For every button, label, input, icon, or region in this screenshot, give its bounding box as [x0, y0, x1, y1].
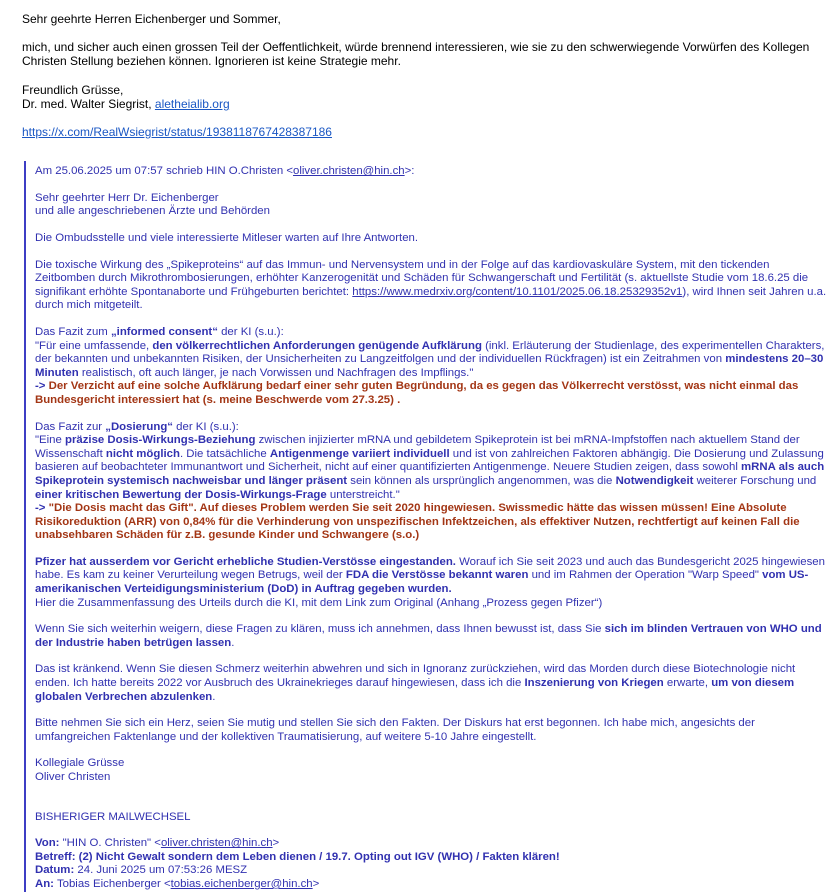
fazit-informed-consent-conclusion — [35, 380, 829, 407]
text-run: Am 25.06.2025 um 07:57 schrieb HIN O.Christen < — [35, 165, 294, 178]
paragraph-toxic — [35, 259, 829, 313]
text-run: (2) Nicht Gewalt sondern dem Leben dienen / 19.7. Opting out IGV (WHO) / Fakten klären! — [75, 850, 560, 863]
medrxiv-link[interactable]: https://www.medrxiv.org/content/10.1101/2025.06.18.25329352v1 — [352, 285, 683, 298]
text-run: mindestens 20–30 Minuten — [35, 353, 824, 379]
text-run: „Dosierung“ — [105, 420, 173, 433]
message-body — [0, 0, 839, 139]
text-run: Betreff: — [35, 850, 76, 863]
text-run: . — [212, 690, 216, 703]
text-run: Der Verzicht auf eine solche Aufklärung bedarf einer sehr guten Begründung, da es gegen das Völkerrecht verstösst, was nicht einmal das Bundesgericht interessiert hat (s. meine Beschwerde vom 27.3.25) . — [35, 380, 799, 406]
header-to — [35, 878, 829, 892]
text-run: "Für eine umfassende, — [35, 339, 153, 352]
message-paragraph: mich, und sicher auch einen grossen Teil der Oeffentlichkeit, würde brennend interessieren, wie sie zu den schwerwiegende Vorwürfen des Kollegen Christen Stellung beziehen können. Ignorieren ist keine Strategie mehr. — [22, 40, 810, 69]
text-run: mRNA als auch Spikeprotein systemisch nachweisbar und länger präsent — [35, 461, 825, 487]
from-email-link[interactable]: oliver.christen@hin.ch — [160, 837, 273, 850]
text-run: Notwendigkeit — [615, 474, 694, 487]
text-run: erwarte, — [663, 677, 712, 690]
paragraph-pfizer-summary: Hier die Zusammenfassung des Urteils durch die KI, mit dem Link zum Original (Anhang „Prozess gegen Pfizer“) — [35, 596, 603, 609]
text-run: um von diesem globalen Verbrechen abzulenken — [35, 677, 795, 703]
text-run: > — [312, 877, 320, 890]
paragraph-heart: Bitte nehmen Sie sich ein Herz, seien Sie mutig und stellen Sie sich den Fakten. Der Diskurs hat erst begonnen. Ich habe mich, angesichts der umfangreichen Faktenlange und der kollektiven Traumatisierung, auf weitere 5-10 Jahre eingestellt. — [35, 717, 755, 743]
fazit-informed-consent-quote — [35, 340, 829, 381]
quote-greeting-line2: und alle angeschriebenen Ärzte und Behörden — [35, 205, 270, 218]
text-run: realistisch, oft auch länger, je nach Vorwissen und Nachfragen des Impflings." — [78, 366, 474, 379]
text-run: der KI (s.u.): — [217, 325, 284, 338]
text-run: -> — [35, 380, 49, 393]
text-run: Pfizer hat ausserdem vor Gericht erhebliche Studien-Verstösse eingestanden. — [35, 555, 456, 568]
text-run: >: — [404, 165, 415, 178]
fazit-dosierung-conclusion — [35, 502, 829, 543]
text-run: und im Rahmen der Operation "Warp Speed" — [528, 569, 763, 582]
text-run: präzise Dosis-Wirkungs-Beziehung — [65, 434, 256, 447]
text-run: FDA die Verstösse bekannt waren — [345, 569, 529, 582]
header-subject — [35, 851, 829, 865]
quoted-message — [24, 161, 839, 891]
text-run: > — [272, 837, 280, 850]
header-date — [35, 864, 829, 878]
text-run: . — [231, 636, 235, 649]
closing: Freundlich Grüsse, — [22, 82, 124, 97]
text-run: . Die tatsächliche — [179, 447, 270, 460]
text-run: "Eine — [35, 434, 66, 447]
text-run: Dr. med. Walter Siegrist, — [22, 96, 155, 111]
attribution-email-link[interactable]: oliver.christen@hin.ch — [293, 165, 405, 178]
text-run: Tobias Eichenberger < — [53, 877, 171, 890]
text-run: nicht möglich — [105, 447, 180, 460]
text-run: einer kritischen Bewertung der Dosis-Wirkungs-Frage — [35, 488, 327, 501]
text-run: Wenn Sie sich weiterhin weigern, diese Fragen zu klären, muss ich annehmen, dass Ihnen bewusst ist, dass Sie — [35, 623, 605, 636]
aletheialib-link[interactable]: aletheialib.org — [154, 96, 230, 111]
paragraph-ombuds: Die Ombudsstelle und viele interessierte Mitleser warten auf Ihre Antworten. — [35, 232, 419, 244]
text-run: Inszenierung von Kriegen — [524, 677, 664, 690]
text-run: Das Fazit zur — [35, 420, 106, 433]
salutation: Sehr geehrte Herren Eichenberger und Sommer, — [22, 12, 281, 26]
text-run: und ist von zahlreichen Faktoren abhängig. Die Dosierung und Zulassung basieren auf beobachteter Immunantwort und Sicherheit, nicht auf einer quantifizierten Antigenmenge. Neuere Studien zeigen, dass sowohl — [35, 447, 824, 474]
text-run: -> — [35, 502, 49, 515]
text-run: (inkl. Erläuterung der Studienlage, des experimentellen Charakters, der bekannten und unbekannten Risiken, der Unsicherheiten zu Langzeitfolgen und der individuellen Rückfragen) ist ein Zeitrahmen von — [35, 339, 825, 366]
text-run: Das ist kränkend. Wenn Sie diesen Schmerz weiterhin abwehren und sich in Ignoranz zurückziehen, wird das Morden durch diese Biotechnologie nicht enden. Ich hatte bereits 2022 vor Ausbruch des Ukrainekrieges darauf hingewiesen, dass ich die — [35, 663, 796, 690]
text-run: weiterer Forschung und — [693, 474, 817, 487]
text-run: Antigenmenge variiert individuell — [269, 447, 450, 460]
to-email-link[interactable]: tobias.eichenberger@hin.ch — [170, 877, 313, 890]
text-run: den völkerrechtlichen Anforderungen genügende Aufklärung — [152, 339, 482, 352]
text-run: Von: — [35, 837, 60, 850]
signature — [22, 97, 817, 111]
text-run: sein können als ursprünglich angenommen, was die — [347, 474, 616, 487]
fazit-informed-consent-lead — [35, 326, 829, 340]
text-run: "HIN O. Christen" < — [59, 837, 161, 850]
x-status-line — [22, 125, 817, 139]
paragraph-pfizer — [35, 556, 829, 597]
paragraph-hurt — [35, 663, 829, 704]
text-run: Worauf ich Sie seit 2023 und auch das Bundesgericht 2025 hingewiesen habe. Es kam zu keiner Verurteilung wegen Betrugs, weil der — [35, 555, 825, 582]
text-run: sich im blinden Vertrauen von WHO und der Industrie haben betrügen lassen — [35, 623, 822, 649]
quote-attribution — [35, 165, 829, 179]
text-run: unterstreicht." — [326, 488, 400, 501]
paragraph-refuse — [35, 623, 829, 650]
text-run: zwischen injizierter mRNA und gebildetem Spikeprotein ist bei mRNA-Impfstoffen nach aktuellem Stand der Wissenschaft — [35, 434, 800, 460]
regards-line2: Oliver Christen — [35, 771, 111, 783]
text-run: Die toxische Wirkung des „Spikeproteins“ auf das Immun- und Nervensystem und in der Folge auf das kardiovaskuläre System, mit den tickenden Zeitbomben durch Mikrothrombosierungen, erhöhter Kanzerogenität und Schäden für Schwangerschaft und Fertilität (s. aktuellste Studie vom 18.6.25 die signifikant erhöhte Spontanaborte und Frühgeburten berichtet: — [35, 258, 809, 298]
text-run: 24. Juni 2025 um 07:53:26 MESZ — [74, 864, 248, 877]
text-run: ), wird Ihnen seit Jahren u.a. durch mich mitgeteilt. — [35, 285, 827, 312]
fazit-dosierung-quote — [35, 434, 829, 502]
text-run: Das Fazit zum — [35, 325, 111, 338]
text-run: An: — [35, 877, 54, 890]
fazit-dosierung-lead — [35, 421, 829, 435]
text-run: „informed consent“ — [110, 325, 218, 338]
text-run: vom US-amerikanischen Verteidigungsministerium (DoD) in Auftrag gegeben wurden. — [35, 569, 809, 596]
previous-mail-header — [35, 837, 829, 891]
regards-line1: Kollegiale Grüsse — [35, 757, 125, 770]
previous-mail-heading: BISHERIGER MAILWECHSEL — [35, 810, 191, 823]
text-run: Datum: — [35, 864, 75, 877]
text-run: der KI (s.u.): — [172, 420, 239, 433]
text-run: "Die Dosis macht das Gift". Auf dieses Problem werden Sie seit 2020 hingewiesen. Swissmedic hätte das wissen müssen! Eine Absolute Risikoreduktion (ARR) von 0,84% für die Verhinderung von unspezifischen Infektzeichen, als effektiver Nutzen, rechtfertigt auf keinen Fall die unabsehbaren Schäden für z.B. gesunde Kinder und Schwangere (s.o.) — [35, 502, 800, 542]
x-status-link[interactable]: https://x.com/RealWsiegrist/status/1938118767428387186 — [22, 125, 332, 140]
quote-greeting-line1: Sehr geehrter Herr Dr. Eichenberger — [35, 191, 219, 204]
header-from — [35, 837, 829, 851]
